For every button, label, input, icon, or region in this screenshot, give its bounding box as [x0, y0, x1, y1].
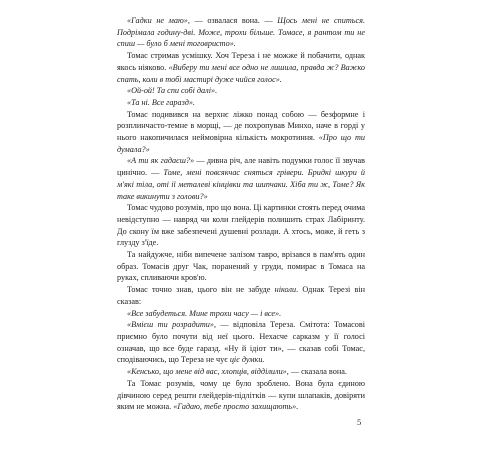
- italic-text: Томе, мені повсякчас сняться грівери. Бридкі шкури й м'які тіла, оті ії металеві кінцівки та шипчаки. Хіба ти ж, Томе? Як таке викинути з голови?»: [117, 168, 366, 201]
- paragraph: [117, 109, 365, 156]
- italic-text: «Вмієш ти розрадити»: [127, 320, 214, 330]
- italic-text: «Про що ти думала?»: [117, 133, 365, 154]
- text-run: Томас чудово розумів, про що вона. Ці картинки стоять перед очима невідступно — навряд чи коли глейдерів полишить страх Лабіринту. До скону їм вже забезпечені душевні розлади. А хтось, може, й геть з глузду з'їде.: [117, 203, 366, 248]
- italic-text: ніколи: [274, 285, 297, 295]
- paragraph: [117, 85, 365, 97]
- italic-text: «Та ні. Все гаразд».: [127, 97, 195, 107]
- italic-text: «А ти як гадаєш?»: [127, 156, 195, 166]
- text-run: Та Томас розумів, чому це було зроблено. Вона була єдиною дівчиною серед решти глейдерів-підлітків — купи шлапаків, довіряти яким не можна.: [117, 378, 365, 412]
- text-run: , — озвалася вона. —: [187, 16, 278, 25]
- paragraph: [117, 378, 365, 413]
- paragraph: [117, 308, 365, 320]
- page-number: 5: [357, 417, 362, 427]
- text-run: Томас подивився на верхнє ліжко понад собою — безформне і розплинчасто-темне в морщі, — де похропував Минхо, наче в горді у нього накопичилася неймовірна кількість мокротиння.: [117, 109, 365, 143]
- italic-text: Щось мені не спиться. Подрімала годину-дві. Може, трохи більше. Томасе, я рантом ти не спиш — було б мені тоговристо».: [117, 16, 365, 49]
- text-run: . Однак Терезі він сказав:: [117, 285, 365, 306]
- text-run: Томас точно знав, цього він не забуде: [127, 285, 275, 295]
- italic-text: «Ой-ой! Та спи собі далі».: [127, 86, 218, 96]
- paragraph: [117, 319, 365, 366]
- paragraph: [117, 15, 365, 50]
- text-run: , — сказала вона.: [286, 367, 347, 377]
- paragraph: [117, 366, 365, 378]
- paragraph: [117, 284, 365, 307]
- paragraph: [117, 202, 365, 249]
- text-run: , — відповіла Тереза. Смітота: Томасові приємно було почути від неї цього. Нехасче сарказм у її голосі означав, що все буде гаразд. «Ну й ідіот ти», — сказав собі Томас, сподіваючись, що Тереза не чує: [117, 320, 365, 365]
- paragraph: [117, 249, 365, 284]
- text-run: Та найдужче, ніби випечене залізом тавро, врізався в пам'ять один образ. Томасів друг Чак, поранений у груди, помирає в Томаса на руках, спливаючи кров'ю.: [117, 250, 365, 283]
- italic-text: «Все забудеться. Мине трохи часу — і все».: [127, 308, 282, 318]
- text-run: — дивна річ, але навіть подумки голос її звучав цинічно. —: [117, 156, 365, 178]
- paragraph: [117, 97, 365, 109]
- italic-text: «Виберу ти мені все одно не лишила, правда ж? Важко спать, коли в тобі мастирі дуже чийся голос».: [117, 62, 365, 84]
- paragraph: [117, 50, 365, 85]
- italic-text: ціє думки.: [229, 355, 265, 365]
- italic-text: «Гадки не маю»: [127, 16, 188, 25]
- italic-text: «Гадаю, тебе просто захищають».: [173, 402, 299, 412]
- text-run: Томас стримав усмішку. Хоч Тереза і не можже й побачити, однак якось ніяково.: [117, 51, 365, 72]
- body-text: [117, 15, 365, 413]
- italic-text: «Кенсько, що мене від вас, хлопців, відділили»: [127, 367, 287, 377]
- paragraph: [117, 155, 365, 202]
